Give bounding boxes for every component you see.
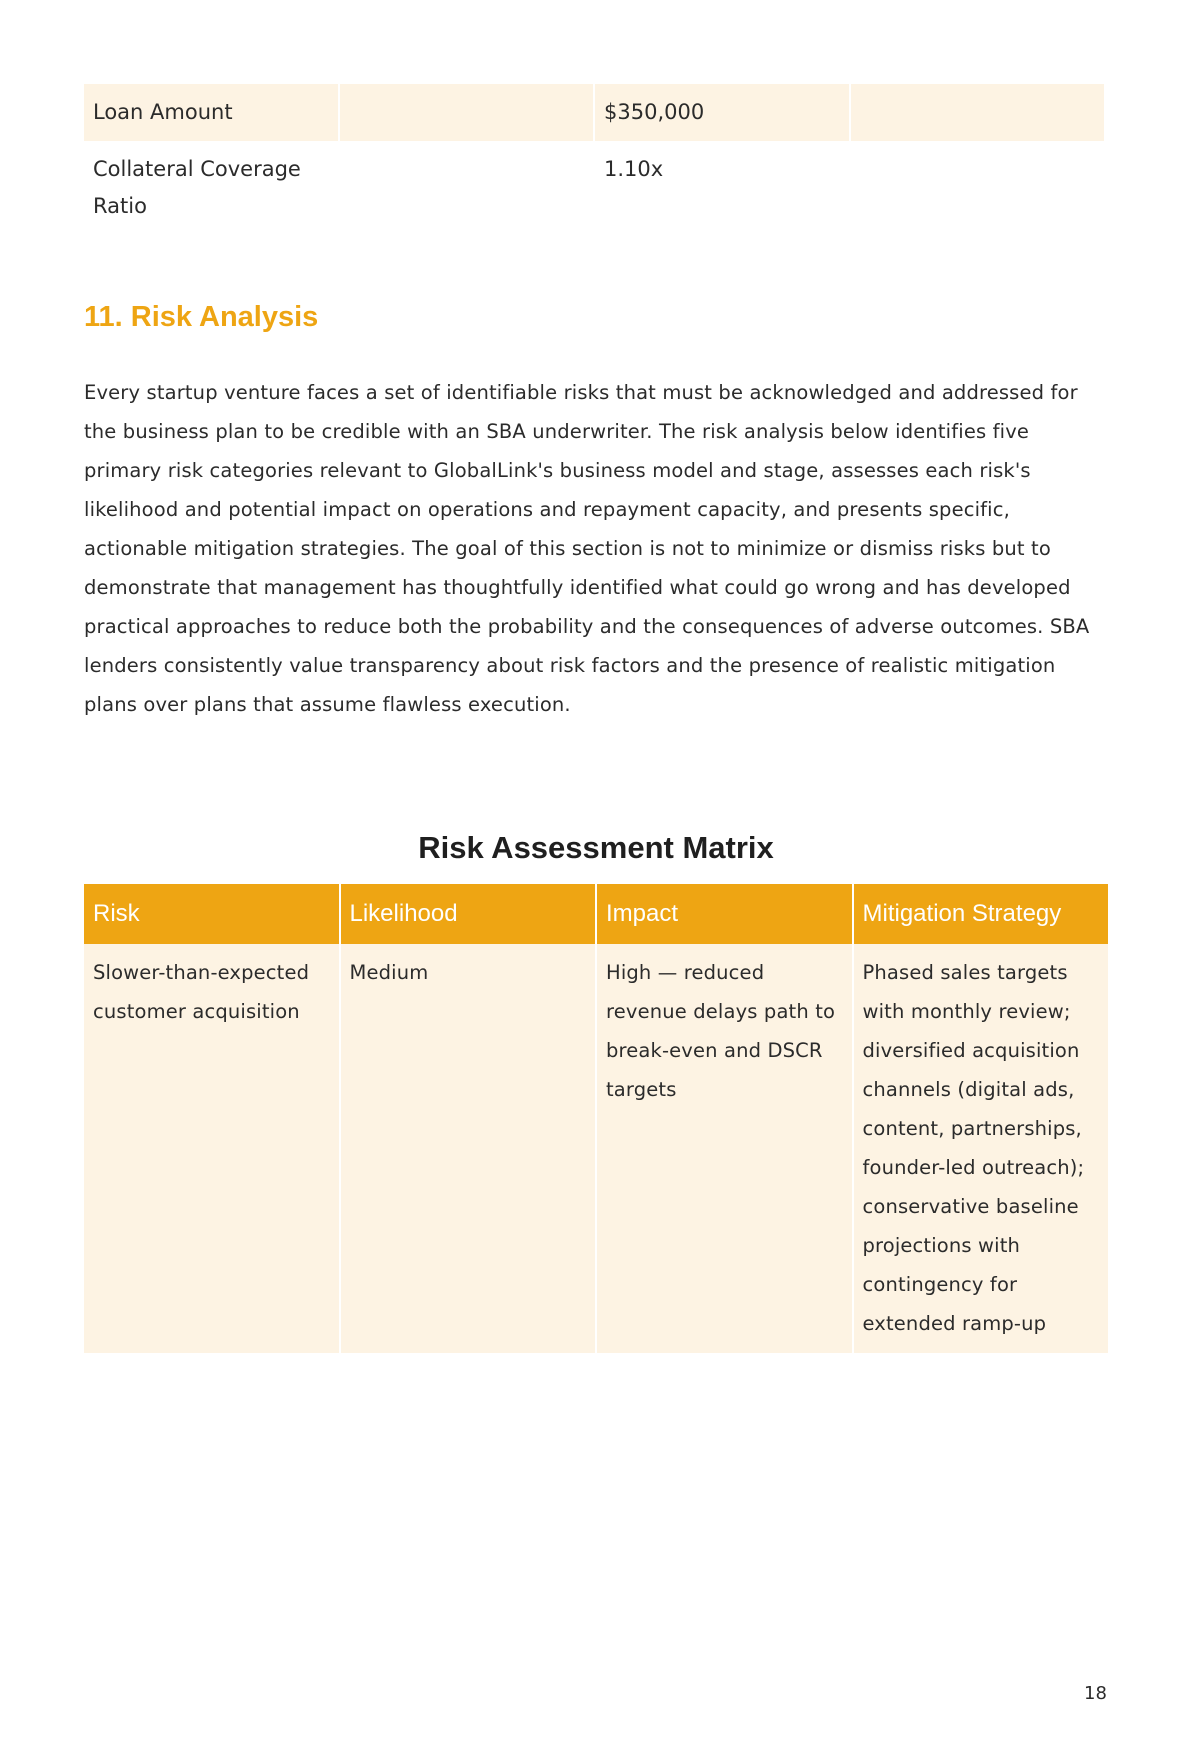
column-header-impact: Impact [597,884,852,944]
matrix-header-row [84,884,1108,944]
summary-empty-cell [340,84,594,141]
table-row [84,141,1104,235]
matrix-title: Risk Assessment Matrix [418,830,774,865]
summary-value: $350,000 [595,84,849,141]
mitigation-cell: Phased sales targets with monthly review; diversified acquisition channels (digital ads, content, partnerships, founder-led outreach); conservative baseline projections with contingency for extended ramp-up [854,944,1109,1353]
table-row [84,84,1104,141]
impact-cell: High — reduced revenue delays path to break-even and DSCR targets [597,944,852,1353]
column-header-likelihood: Likelihood [341,884,596,944]
loan-summary-table [82,84,1106,235]
section-body-paragraph: Every startup venture faces a set of identifiable risks that must be acknowledged and addressed for the business plan to be credible with an SBA underwriter. The risk analysis below identifies five primary risk categories relevant to GlobalLink's business model and stage, assesses each risk's likelihood and potential impact on operations and repayment capacity, and presents specific, actionable mitigation strategies. The goal of this section is not to minimize or dismiss risks but to demonstrate that management has thoughtfully identified what could go wrong and has developed practical approaches to reduce both the probability and the consequences of adverse outcomes. SBA lenders consistently value transparency about risk factors and the presence of realistic mitigation plans over plans that assume flawless execution. [84,381,1090,716]
table-row [84,944,1108,1353]
section-heading: 11. Risk Analysis [84,301,319,333]
summary-label: Loan Amount [84,84,338,141]
summary-empty-cell [851,141,1105,235]
column-header-risk: Risk [84,884,339,944]
summary-value: 1.10x [595,141,849,235]
summary-empty-cell [340,141,594,235]
risk-cell: Slower-than-expected customer acquisition [84,944,339,1353]
summary-label: Collateral Coverage Ratio [84,141,338,235]
likelihood-cell: Medium [341,944,596,1353]
document-page [84,84,1108,1353]
risk-matrix-table [82,884,1110,1353]
column-header-mitigation: Mitigation Strategy [854,884,1109,944]
page-number: 18 [1084,1683,1107,1704]
summary-empty-cell [851,84,1105,141]
